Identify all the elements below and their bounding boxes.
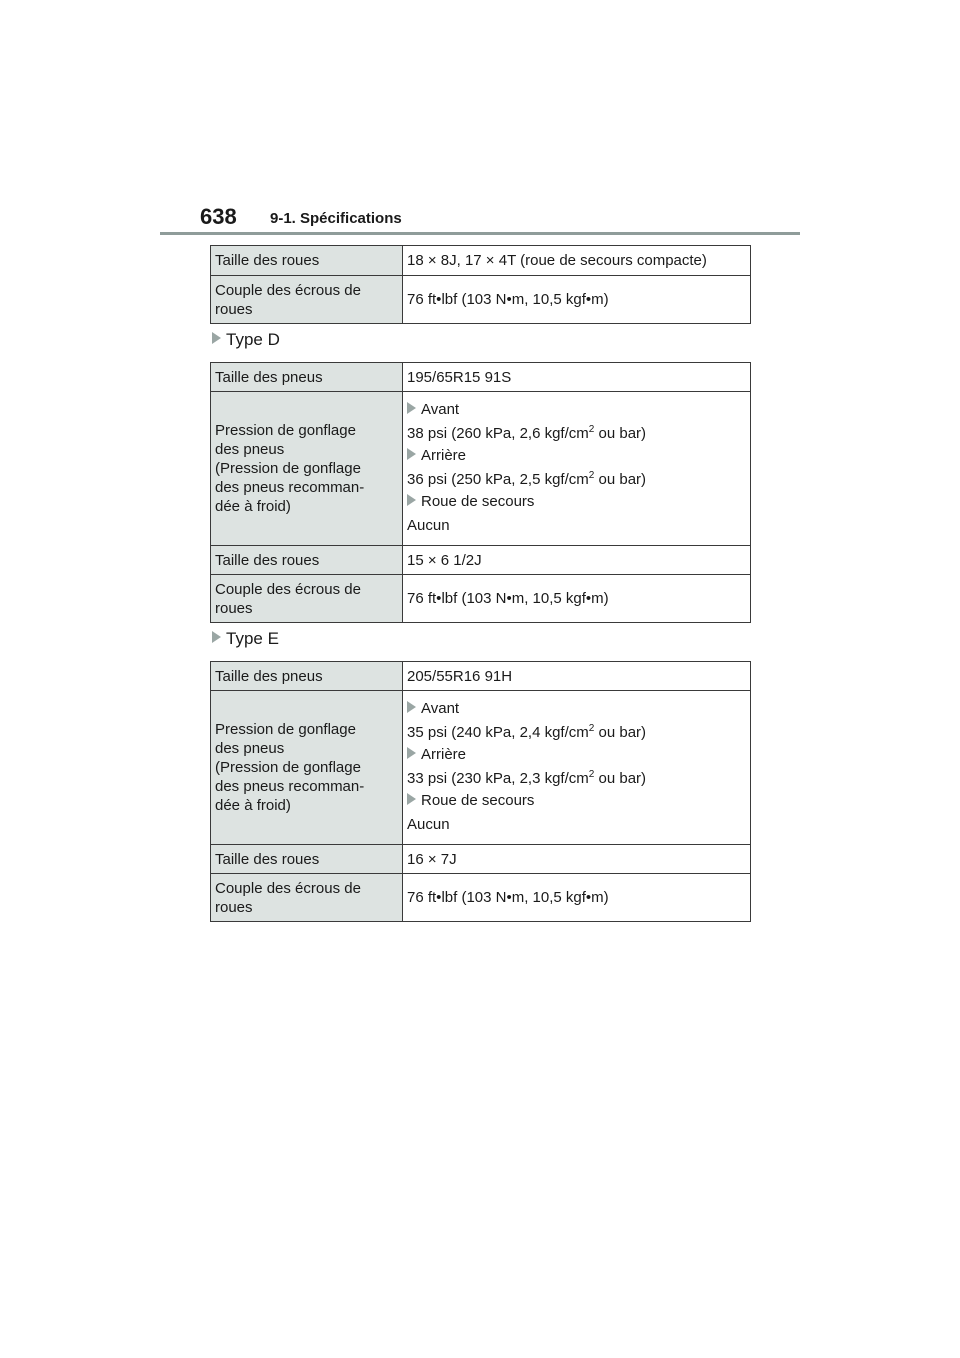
spec-table-top — [210, 245, 751, 324]
table-row — [211, 246, 751, 276]
tire-pressure-label: Pression de gonflage des pneus (Pression de gonflage des pneus recomman- dée à froid) — [211, 691, 403, 845]
spec-table-type-d — [210, 362, 751, 623]
nut-torque-value: 76 ft•lbf (103 N•m, 10,5 kgf•m) — [403, 874, 751, 922]
tire-pressure-label: Pression de gonflage des pneus (Pression de gonflage des pneus recomman- dée à froid) — [211, 392, 403, 546]
wheel-size-value: 18 × 8J, 17 × 4T (roue de secours compacte) — [403, 246, 751, 276]
table-row — [211, 691, 751, 845]
tire-size-label: Taille des pneus — [211, 662, 403, 691]
triangle-bullet-icon — [407, 402, 416, 414]
type-d-heading: Type D — [212, 330, 280, 350]
table-row — [211, 392, 751, 546]
wheel-size-value: 15 × 6 1/2J — [403, 546, 751, 575]
table-row — [211, 845, 751, 874]
triangle-bullet-icon — [407, 747, 416, 759]
table-row — [211, 575, 751, 623]
header-rule — [160, 232, 800, 235]
section-title: 9-1. Spécifications — [270, 210, 402, 227]
triangle-bullet-icon — [212, 332, 221, 344]
nut-torque-value: 76 ft•lbf (103 N•m, 10,5 kgf•m) — [403, 276, 751, 324]
table-row — [211, 546, 751, 575]
front-pressure-value: 35 psi (240 kPa, 2,4 kgf/$cm^2$ ou bar) — [407, 722, 647, 741]
triangle-bullet-icon — [212, 631, 221, 643]
triangle-bullet-icon — [407, 448, 416, 460]
tire-pressure-values — [403, 691, 751, 845]
tire-size-label: Taille des pneus — [211, 363, 403, 392]
tire-pressure-values — [403, 392, 751, 546]
nut-torque-label: Couple des écrous de roues — [211, 276, 403, 324]
triangle-bullet-icon — [407, 793, 416, 805]
triangle-bullet-icon — [407, 494, 416, 506]
page-number: 638 — [200, 204, 237, 229]
wheel-size-label: Taille des roues — [211, 546, 403, 575]
nut-torque-value: 76 ft•lbf (103 N•m, 10,5 kgf•m) — [403, 575, 751, 623]
wheel-size-label: Taille des roues — [211, 246, 403, 276]
nut-torque-label: Couple des écrous de roues — [211, 874, 403, 922]
rear-pressure-value: 36 psi (250 kPa, 2,5 kgf/$cm^2$ ou bar) — [407, 469, 647, 488]
spare-pressure-value: Aucun — [407, 516, 450, 534]
table-row — [211, 276, 751, 324]
spare-subheading: Roue de secours — [407, 492, 746, 512]
nut-torque-label: Couple des écrous de roues — [211, 575, 403, 623]
spec-table-type-e — [210, 661, 751, 922]
front-subheading: Avant — [407, 699, 746, 719]
rear-subheading: Arrière — [407, 745, 746, 765]
rear-subheading: Arrière — [407, 446, 746, 466]
table-row — [211, 662, 751, 691]
spare-subheading: Roue de secours — [407, 791, 746, 811]
front-subheading: Avant — [407, 400, 746, 420]
tire-size-value: 205/55R16 91H — [403, 662, 751, 691]
table-row — [211, 363, 751, 392]
spare-pressure-value: Aucun — [407, 815, 450, 833]
triangle-bullet-icon — [407, 701, 416, 713]
tire-size-value: 195/65R15 91S — [403, 363, 751, 392]
front-pressure-value: 38 psi (260 kPa, 2,6 kgf/$cm^2$ ou bar) — [407, 423, 647, 442]
rear-pressure-value: 33 psi (230 kPa, 2,3 kgf/$cm^2$ ou bar) — [407, 768, 647, 787]
table-row — [211, 874, 751, 922]
type-e-heading: Type E — [212, 629, 279, 649]
wheel-size-label: Taille des roues — [211, 845, 403, 874]
page-header — [160, 204, 800, 234]
wheel-size-value: 16 × 7J — [403, 845, 751, 874]
